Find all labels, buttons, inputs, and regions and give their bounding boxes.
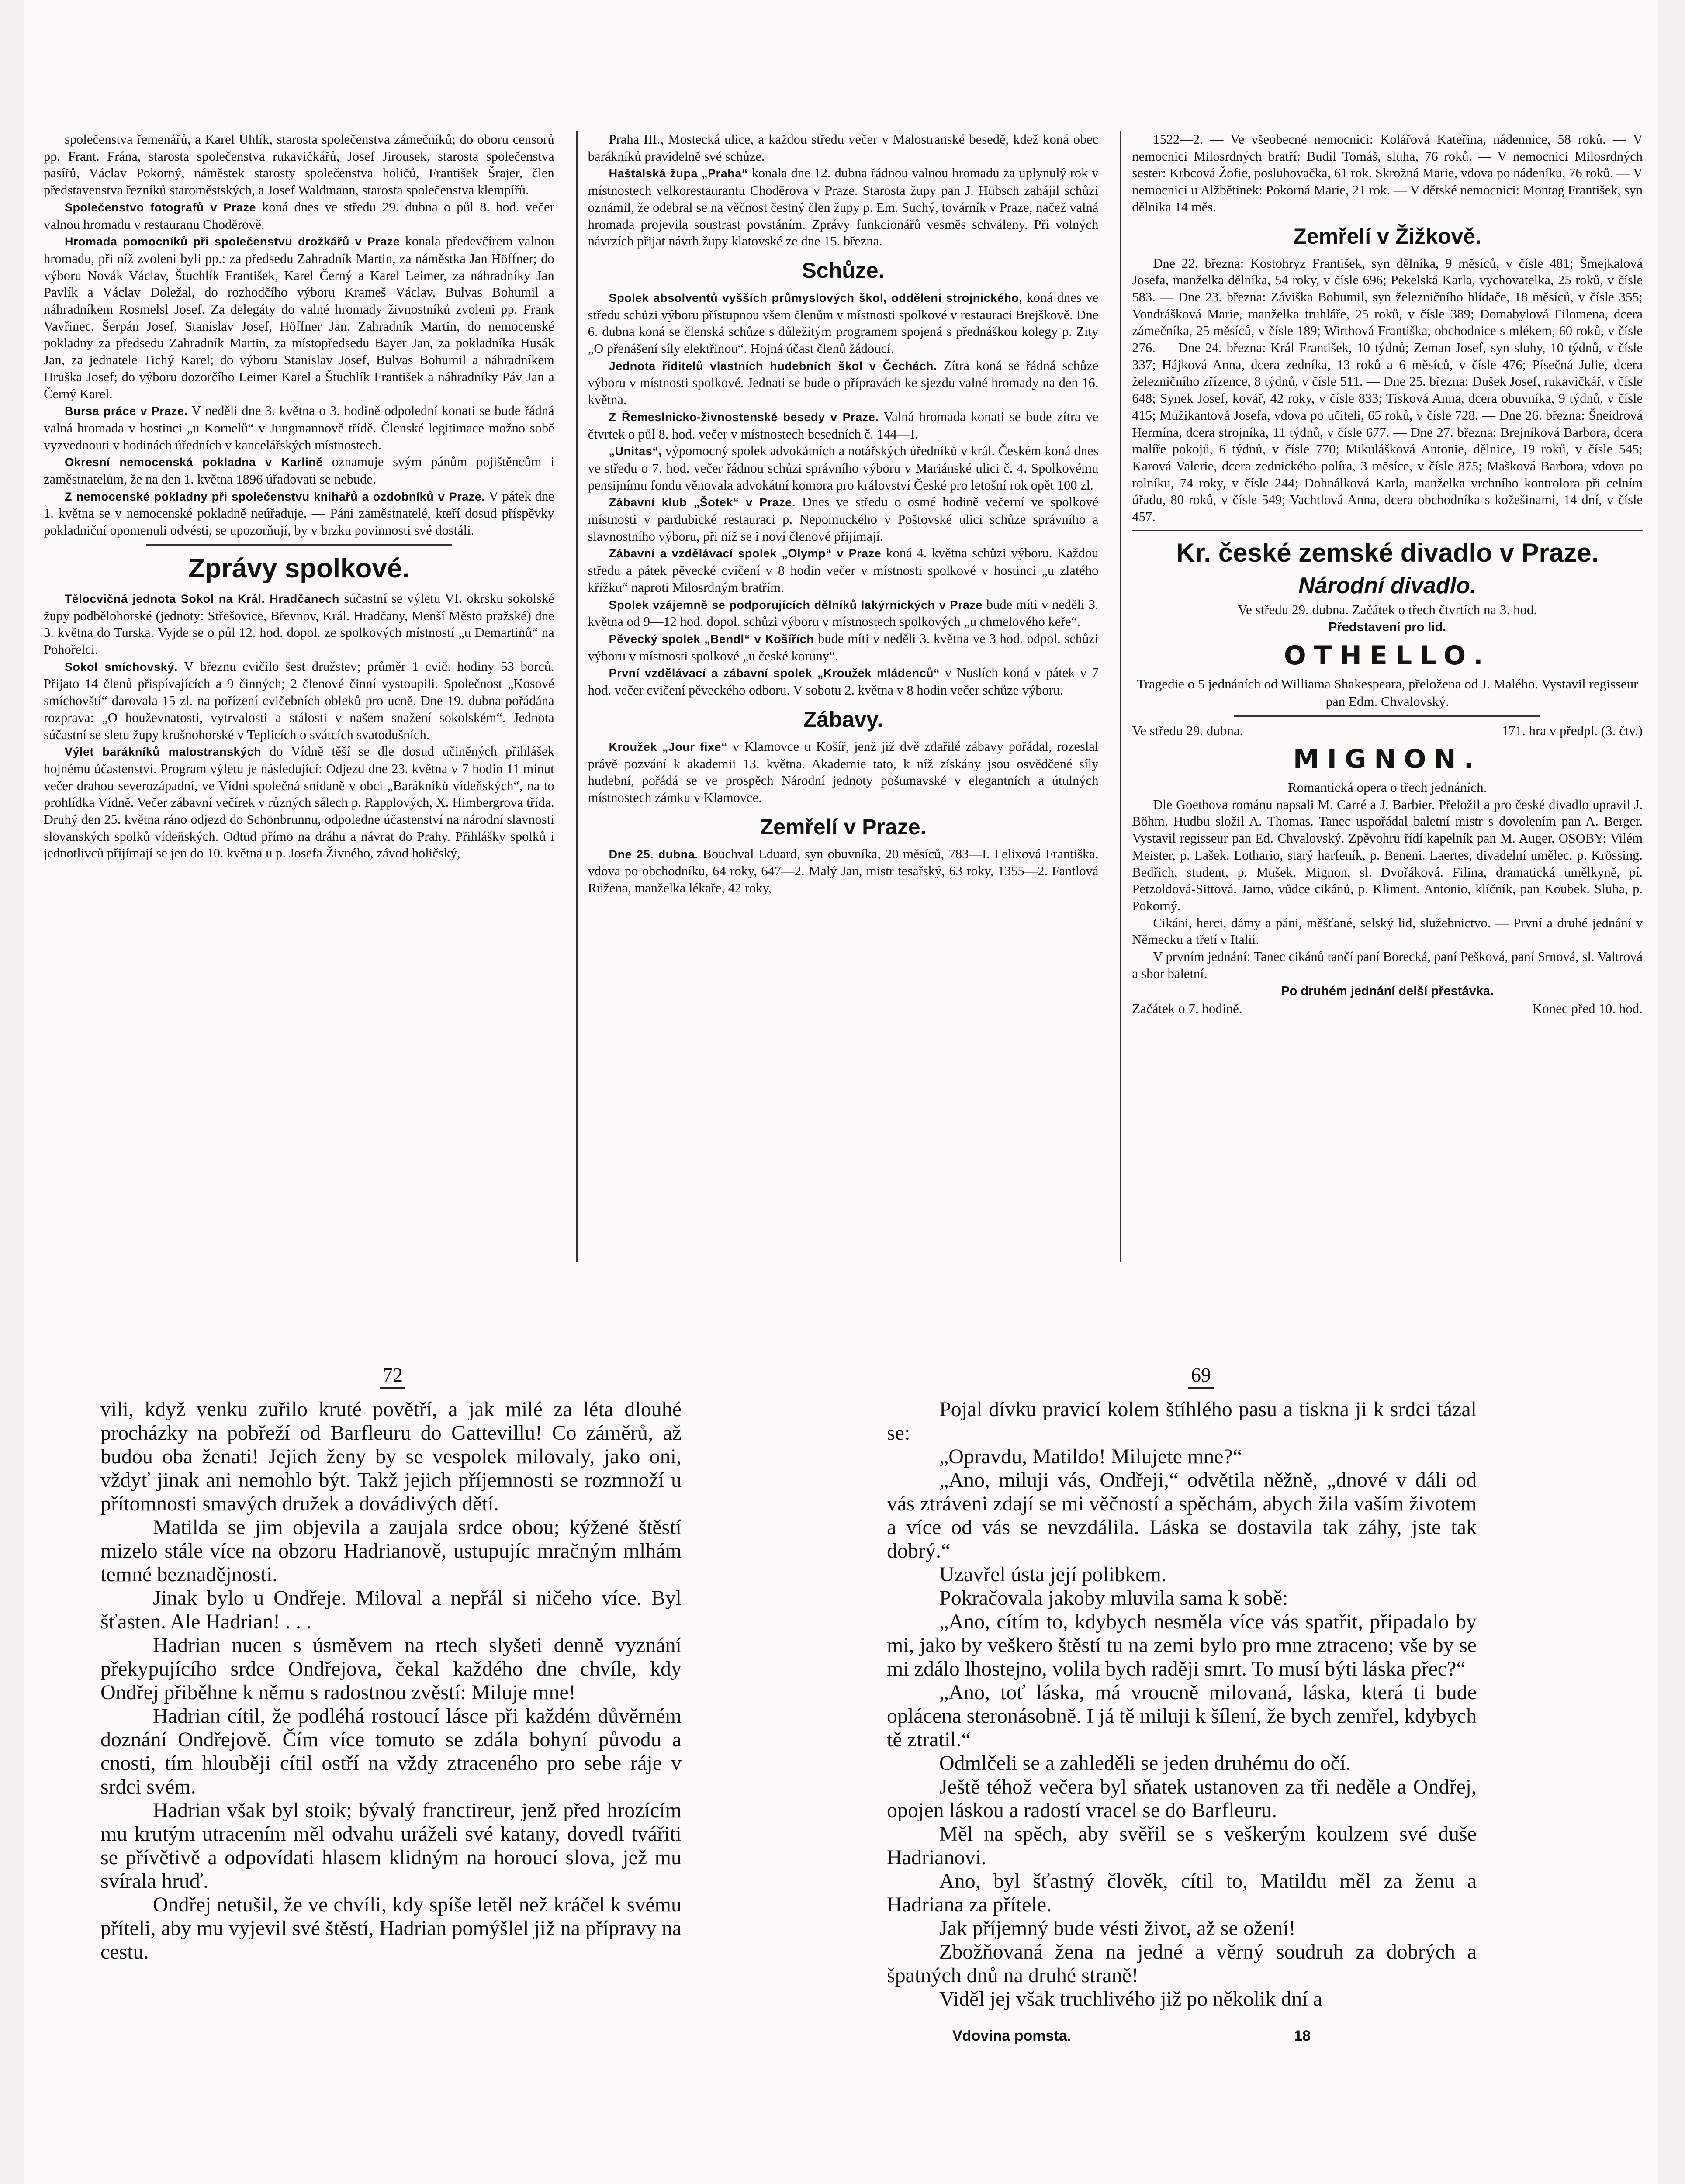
- news-item-heading: Společenstvo fotografů v Praze: [65, 200, 256, 214]
- book-paragraph: Měl na spěch, aby svěřil se s veškerým koulzem své duše Hadrianovi.: [887, 1822, 1477, 1869]
- book-paragraph: „Ano, miluji vás, Ondřeji,“ odvětila něžně, „dnové v dáli od vás ztráveni zdají se mi věčností a spěchám, abych žila vaším životem a více od vás se nevzdálila. Láska se dostavila tak záhy, jste tak dobrý.“: [887, 1469, 1477, 1562]
- news-item-text: koná dnes ve středu schůzi výboru přístupnou všem členům v místnosti spolkové v restauraci Brejškově. Dne 6. dubna koná se členská schůze s důležitým programem spojená s přednáškou kolegy p. Zity „O přenášení síly elektřinou“. Hojná účast členů žádoucí.: [588, 290, 1099, 356]
- news-item: [1132, 131, 1643, 216]
- news-item-text: Bouchval Eduard, syn obuvníka, 20 měsíců, 783—I. Felixová Františka, vdova po obchodníku, 64 roky, 647—2. Malý Jan, mistr tesařský, 63 roky, 1355—2. Fantlová Růžena, manželka lékaře, 42 roky,: [588, 846, 1099, 896]
- news-item: [588, 131, 1099, 165]
- news-item: [588, 494, 1099, 545]
- news-item-text: konala předevčírem valnou hromadu, při níž zvoleni byli pp.: za předsedu Zahradník Martin, za náměstka Jan Höffner; do výboru Novák Václav, Štuchlík František, Karel Černý a Karel Leimer, za náhradníky Jan Pavlík a Václav Doležal, do rozhodčího výboru Krameš Václav, Bulvas Bohumil a náhradníkem Rosmelsl Josef. Za delegáty do valné hromady živnostníků zvoleni pp. Frank Vavřinec, Šerpán Josef, Stanislav Josef, Höffner Jan, Zahradník Martin, do nemocenské pokladny za předsedu Zahradník Martin, za místopředsedu Bayer Jan, za pokladníka Husák Jan, za jednatele Tichý Karel; do výboru Stanislav Josef, Bulvas Bohumil a náhradníkem Hruška Josef; do výboru dozorčího Leimer Karel a Štuchlík František a náhradníky Páv Jan a Černý Karel.: [44, 234, 554, 401]
- book-paragraph: Ondřej netušil, že ve chvíli, kdy spíše letěl než kráčel k svému příteli, aby mu vyjevil své štěstí, Hadrian pomýšlel již na přípravy na cestu.: [100, 1893, 682, 1963]
- news-column-2: [576, 131, 1099, 1262]
- news-item-text: v Klamovce u Košíř, jenž již dvě zdařilé zábavy pořádal, rozeslal právě pozvání k akademii 13. května. Akademie tato, k níž získány jsou osvědčené síly hudební, pořádá se ve prospěch Národní jednoty pošumavské v elegantních a útulných místnostech zámku v Klamovce.: [588, 739, 1099, 805]
- theatre-date: Ve středu 29. dubna. Začátek o třech čtvrtích na 3. hod.: [1238, 601, 1537, 617]
- times-row: [1132, 1000, 1643, 1017]
- book-paragraph: Uzavřel ústa její polibkem.: [939, 1563, 1166, 1586]
- book-paragraph: Ano, byl šťastný člověk, cítil to, Matildu měl za ženu a Hadriana za přítele.: [887, 1870, 1477, 1916]
- play-title-mignon: MIGNON.: [1293, 743, 1482, 774]
- performance-row: [1132, 722, 1643, 740]
- book-paragraph: vili, když venku zuřilo kruté povětří, a jak milé za léta dlouhé procházky na pobřeží od Barfleuru do Gattevillu! Co záměrů, až budou oba ženati! Jejich ženy by se vespolek milovaly, jako oni, vždyť jinak ani nemohlo být. Takž jejich příjemnosti se rozmnoží u přítomnosti smavých družek a dovádivých dětí.: [100, 1398, 682, 1515]
- news-item-heading: Dne 25. dubna.: [609, 847, 699, 861]
- news-item-heading: „Unitas“,: [609, 445, 662, 458]
- news-item-text: Praha III., Mostecká ulice, a každou středu večer v Malostranské besedě, kdež koná obec barákníků pravidelně své schůze.: [588, 132, 1099, 164]
- book-page-right: [887, 1398, 1477, 2048]
- newspaper-section: [44, 131, 1643, 1262]
- book-paragraph: Hadrian cítil, že podléhá rostoucí lásce při každém důvěrném doznání Ondřejově. Čím více tomuto se zdála bohyní původu a cnosti, tím hlouběji cítil ostří na vždy ztraceného pro sebe ráje v srdci svém.: [100, 1704, 682, 1798]
- news-item-heading: Tělocvičná jednota Sokol na Král. Hradčanech: [65, 592, 339, 605]
- divider: [1132, 530, 1643, 531]
- news-item-text: společenstva řemenářů, a Karel Uhlík, starosta společenstva zámečníků; do oboru censorů pp. Frant. Frána, starosta společenstva rukavičkářů, Josef Jirousek, starosta společenstva pasířů, Václav Pokorný, náměstek starosty společenstva holičů, František Šrajer, člen představenstva řezníků staroměstských, a Josef Waldmann, starosta společenstva klempířů.: [44, 132, 554, 198]
- footer-sheet-number: 18: [1294, 2028, 1311, 2044]
- news-item-heading: Pěvecký spolek „Bendl“ v Košířích: [609, 632, 814, 646]
- news-item-text: Dnes ve středu o osmé hodině večerní ve spolkové místnosti v pardubické restauraci p. Nepomuckého v Poštovské ulici schůze správního a slavnostního výboru, při níž se i noví členové přijímají.: [588, 494, 1099, 544]
- news-item-text: koná 4. května schůzi výboru. Každou středu a pátek pěvecké cvičení v 8 hodin večer v místnosti spolkové v hostinci „u zlatého křížku“ naproti Milosrdným bratřím.: [588, 546, 1099, 595]
- news-item: [44, 453, 554, 487]
- book-paragraph: Pojal dívku pravicí kolem štíhlého pasu a tiskna ji k srdci tázal se:: [887, 1398, 1477, 1444]
- news-item: [44, 658, 554, 743]
- news-item-heading: První vzdělávací a zábavní spolek „Kroužek mládenců“: [609, 667, 940, 680]
- news-item-text: súčastní se výletu VI. okrsku sokolské župy podbělohorské (jednoty: Střešovice, Břevnov, Král. Hradčany, Menší Město pražské) dne 3. května do Turska. Vyjde se o půl 12. hod. dopol. ze spolkových místností „u Demartinů“ na Pohořelci.: [44, 591, 554, 657]
- news-item-heading: Výlet barákníků malostranských: [65, 745, 262, 759]
- news-item: [44, 402, 554, 453]
- news-item: [44, 590, 554, 658]
- news-item: [588, 289, 1099, 357]
- theatre-performance-type: Představení pro lid.: [1329, 620, 1446, 634]
- book-paragraph: Ještě téhož večera byl sňatek ustanoven za tři neděle a Ondřej, opojen láskou a radostí vracel se do Barfleuru.: [887, 1775, 1477, 1822]
- news-column-1: [44, 131, 554, 1262]
- news-item: [44, 743, 554, 862]
- news-item-heading: Z Řemeslnicko-živnostenské besedy v Praze.: [609, 410, 879, 424]
- news-column-3: [1120, 131, 1643, 1262]
- section-heading: Zábavy.: [803, 707, 883, 732]
- news-item: [588, 408, 1099, 442]
- news-item: [588, 596, 1099, 630]
- section-heading: Zprávy spolkové.: [188, 553, 410, 584]
- book-footer: [887, 2024, 1477, 2048]
- news-item-heading: Zábavní klub „Šotek“ v Praze.: [609, 496, 796, 509]
- page-number-left: 72: [380, 1363, 405, 1389]
- news-item: [44, 233, 554, 402]
- news-item: [588, 165, 1099, 250]
- book-paragraph: Pokračovala jakoby mluvila sama k sobě:: [939, 1586, 1288, 1610]
- page-number-right: 69: [1188, 1363, 1214, 1389]
- news-item-heading: Haštalská župa „Praha“: [609, 167, 748, 180]
- news-item: [588, 630, 1099, 664]
- divider: [146, 544, 452, 546]
- news-item-text: V neděli dne 3. května o 3. hodině odpolední konati se bude řádná valná hromada v hostinci „u Kornelů“ v Jungmannově třídě. Členské legitimace možno sobě vyzvednouti v hodinách úředních v kancelářských místnostech.: [44, 403, 554, 453]
- book-paragraph: „Ano, cítím to, kdybych nesměla více vás spatřit, připadalo by mi, jako by veškero štěstí tu na zemi bylo pro mne ztraceno; vše by se mi zdálo lhostejno, volila bych raději smrt. To musí býti láska přec?“: [887, 1610, 1477, 1680]
- news-item: [588, 357, 1099, 408]
- section-heading: Zemřelí v Praze.: [760, 814, 927, 839]
- end-time: Konec před 10. hod.: [1532, 1000, 1643, 1016]
- news-item-heading: Sokol smíchovský.: [65, 660, 178, 674]
- news-item: [588, 846, 1099, 897]
- footer-title: Vdovina pomsta.: [952, 2028, 1072, 2044]
- book-page-left: [100, 1398, 682, 1964]
- book-paragraph: „Ano, toť láska, má vroucně milovaná, láska, která ti bude oplácena steronásobně. I já tě miluji k šílení, že bych zemřel, kdybych tě ztratil.“: [887, 1681, 1477, 1751]
- news-item-text: bude míti v neděli 3. května ve 3 hod. odpol. schůzi výboru v místnosti spolkové „u české koruny“.: [588, 631, 1099, 663]
- news-item-text: výpomocný spolek advokátních a notářských úředníků v král. Českém koná dnes ve středu o 7. hod. večer řádnou schůzi správního výboru v Mariánské ulici č. 4. Spolkovému pensijnímu fondu věnovala advokátní komora pro království České pro letošní rok opět 100 zl.: [588, 443, 1099, 493]
- news-item-text: konala dne 12. dubna řádnou valnou hromadu za uplynulý rok v místnostech velkorestaurantu Choděrova v Praze. Starosta župy pan J. Hübsch zahájil schůzi oznámil, že odebral se na věčnost čestný člen župy p. Em. Suchý, továrník v Praze, načež valná hromada projevila soustrast povstáním. Zprávy funkcionářů vesměs schváleny. Při volných návrzích přijat návrh župy klatovské ze dne 15. března.: [588, 166, 1099, 249]
- book-paragraph: Odmlčeli se a zahleděli se jeden druhému do očí.: [939, 1752, 1351, 1775]
- news-item-text: v Nuslích koná v pátek v 7 hod. večer cvičení pěveckého odboru. V sobotu 2. května v 8 hodin večer schůze výboru.: [588, 665, 1099, 698]
- news-item: [1132, 255, 1643, 525]
- news-item-heading: Jednota řiditelů vlastních hudebních škol v Čechách.: [609, 359, 937, 373]
- opera-credits: Dle Goethova románu napsali M. Carré a J. Barbier. Přeložil a pro české divadlo upravil J. Böhm. Hudbu složil A. Thomas. Tanec uspořádal baletní mistr s dovolením pan A. Berger. Vystavil regisseur pan Ed. Chvalovský. Zpěvohru řídí kapelník pan M. Auger. OSOBY: Vilém Meister, p. Lašek. Lothario, starý harfeník, p. Beneni. Laertes, divadelní umělec, p. Krössing. Bedřich, student, p. Mušek. Mignon, sl. Dvořáková. Filina, dramatická umělkyně, pí. Petzoldová-Sittová. Jarno, vůdce cikánů, p. Kliment. Antonio, klíčník, pan Koubek. Sluha, p. Pokorný.: [1132, 797, 1643, 913]
- news-item-text: Zítra koná se řádná schůze výboru v místnosti spolkové. Jednati se bude o přípravách ke sjezdu valné hromady na den 16. května.: [588, 358, 1099, 408]
- news-item-heading: Okresní nemocenská pokladna v Karlině: [65, 456, 323, 469]
- news-item: [588, 664, 1099, 698]
- theatre-announcement: [1132, 536, 1643, 1017]
- opera-setting: Cikáni, herci, dámy a páni, měšťané, selský lid, služebnictvo. — První a druhé jednání v Německu a třetí v Italii.: [1132, 915, 1643, 947]
- book-paragraph: Matilda se jim objevila a zaujala srdce obou; kýžené štěstí mizelo stále více na obzoru Hadrianově, ustupujíc mračným mlhám temné beznadějnosti.: [100, 1516, 682, 1586]
- news-item-text: bude míti v neděli 3. května od 9—12 hod. dopol. schůzi výboru v místnostech spolkových „u chmelového keře“.: [588, 597, 1099, 629]
- news-item-text: oznamuje svým pánům pojištěncům i zaměstnatelům, že na den 1. května 1896 úřadovati se nebude.: [44, 454, 554, 487]
- news-item-text: 1522—2. — Ve všeobecné nemocnici: Kolářová Kateřina, nádennice, 58 roků. — V nemocnici Milosrdných bratří: Budil Tomáš, sluha, 76 roků. — V nemocnici Milosrdných sester: Krbcová Žofie, posluhovačka, 61 rok. Skrožná Marie, vdova po nádeníku, 76 roků. — V nemocnici u Alžbětinek: Pokorná Marie, 21 rok. — V dětské nemocnici: Montag František, syn dělnika 14 měs.: [1132, 132, 1643, 214]
- performance-number: 171. hra v předpl. (3. čtv.): [1502, 722, 1643, 738]
- book-paragraph: Zbožňovaná žena na jedné a věrný soudruh za dobrých a špatných dnů na druhé straně!: [887, 1940, 1477, 1987]
- news-item-heading: Bursa práce v Praze.: [65, 404, 188, 418]
- news-item: [44, 488, 554, 539]
- opera-genre: Romantická opera o třech jednáních.: [1288, 779, 1487, 795]
- news-item-text: koná dnes ve středu 29. dubna o půl 8. hod. večer valnou hromadu v restauranu Choděrově.: [44, 199, 554, 232]
- book-paragraph: Hadrian však byl stoik; bývalý franctireur, jenž před hrozícím mu krutým utracením měl odvahu uráželi své katany, dovedl tvářiti se přívětivě a odpovídati hlasem klidným na horoucí slova, jež mu svírala hruď.: [100, 1799, 682, 1893]
- section-heading: Schůze.: [802, 258, 885, 283]
- news-item-text: Valná hromada konati se bude zítra ve čtvrtek o půl 8. hod. večer v místnostech besedních č. 144—I.: [588, 409, 1099, 442]
- news-item-text: Dne 22. března: Kostohryz František, syn dělníka, 9 měsíců, v čísle 481; Šmejkalová Josefa, manželka dělníka, 54 roky, v čísle 696; Pekelská Karla, vychovatelka, 25 roků, v čísle 583. — Dne 23. března: Záviška Bohumil, syn železničního hlídače, 18 měsíců, v čísle 355; Vondrášková Marie, manželka truhláře, 25 roků, v čísle 389; Domabylová Filomena, dcera zámečníka, 25 měsíců, v čísle 189; Wirthová Františka, obchodnice s mlékem, 60 roků, v čísle 276. — Dne 24. března: Král František, 10 týdnů; Zeman Josef, syn sluhy, 10 týdnů, v čísle 337; Hájková Anna, dcera zedníka, 13 roků a 6 měsíců, v čísle 476; Písečná Julie, dcera železničního zřízence, 8 týdnů, v čísle 511. — Dne 25. března: Dušek Josef, rukavičkář, v čísle 648; Synek Josef, kovář, 42 roky, v čísle 833; Tisková Anna, dcera obuvníka, 9 týdnů, v čísle 415; Mužikantová Josefa, vdova po učiteli, 65 roků, v čísle 728. — Dne 26. března: Šneidrová Hermína, dcera strojníka, 11 týdnů, v čísle 677. — Dne 27. března: Brejníková Barbora, dcera malíře pokojů, 6 týdnů, v čísle 770; Mikulášková Antonie, dělnice, 19 roků, v čísle 545; Karová Valerie, dcera zednického políra, 3 měsíce, v čísle 875; Mašková Barbora, vdova po rolníku, 74 roky, v čísle 244; Dohnálková Karla, manželka vrchního kontrolora při celním úřadu, 80 roků, v čísle 549; Vachtlová Anna, dcera obchodníka s kožešinami, 14 dní, v čísle 457.: [1132, 256, 1643, 525]
- news-item: [588, 738, 1099, 806]
- performance-date: Ve středu 29. dubna.: [1132, 722, 1243, 738]
- book-paragraph: Viděl jej však truchlivého již po několik dní a: [939, 1987, 1322, 2011]
- news-item-heading: Zábavní a vzdělávací spolek „Olymp“ v Praze: [609, 547, 882, 560]
- news-item-heading: Spolek vzájemně se podporujících dělníků lakýrnických v Praze: [609, 598, 983, 612]
- section-heading: Zemřelí v Žižkově.: [1293, 224, 1482, 249]
- news-item-heading: Kroužek „Jour fixe“: [609, 740, 728, 753]
- book-paragraph: Hadrian nucen s úsměvem na rtech slyšeti denně vyznání překypujícího srdce Ondřejova, čekal každého dne chvíle, kdy Ondřej přiběhne k němu s radostnou zvěstí: Miluje mne!: [100, 1634, 682, 1704]
- book-paragraph: „Opravdu, Matildo! Milujete mne?“: [939, 1445, 1242, 1468]
- play-title-othello: OTHELLO.: [1284, 640, 1491, 671]
- death-notices: [1132, 131, 1643, 525]
- book-paragraph: Jinak bylo u Ondřeje. Miloval a nepřál si ničeho více. Byl šťasten. Ale Hadrian! . . .: [100, 1586, 682, 1633]
- news-item-text: V březnu cvičilo šest družstev; průměr 1 cvič. hodiny 53 borců. Přijato 14 členů přispívajících a 9 činných; 2 členové činní vystoupili. Společnost „Kosové smíchovští“ darovala 15 zl. na pořízení cvičebních obleků pro ucně. Dne 19. dubna pořádána rozprava: „O houževnatosti, vytrvalosti a stálosti v našem snažení sokolském“. Jednota súčastní se sletu župy krušnohorské v Teplicích o svátcích svatodušních.: [44, 659, 554, 742]
- news-item-heading: Z nemocenské pokladny při společenstvu knihařů a ozdobníků v Praze.: [65, 490, 485, 503]
- start-time: Začátek o 7. hodině.: [1132, 1000, 1242, 1016]
- news-item-heading: Spolek absolventů vyšších průmyslových škol, oddělení strojnického,: [609, 291, 1023, 304]
- divider: [1234, 715, 1540, 717]
- news-item: [588, 442, 1099, 494]
- opera-dance: V prvním jednání: Tanec cikánů tančí paní Borecká, paní Pešková, paní Srnová, sl. Valtrová a sbor baletní.: [1132, 949, 1643, 981]
- news-item-text: do Vídně těší se dle dosud učiněných přihlášek hojnému účastenství. Program výletu je následující: Odjezd dne 23. května v 7 hodin 11 minut večer drahou severozápadní, ve Vídni společná snídaně v obci „Barákníků vídeňských“, na to prohlídka Vídně. Večer zábavní večírek v různých sálech p. Rapplových, X. Himbergrova třída. Druhý den 25. května ráno odjezd do Schönbrunnu, odpoledne účastenství na národní slavnosti slovanských spolků vídeňských. Odtud přímo na dráhu a návrat do Prahy. Přihlášky spolků i jednotlivců přijímají se jen do 10. května u p. Josefa Živného, závod holičský,: [44, 744, 554, 861]
- news-item-heading: Hromada pomocníků při společenstvu drožkářů v Praze: [65, 235, 400, 249]
- intermission-note: Po druhém jednání delší přestávka.: [1281, 984, 1494, 998]
- theatre-subtitle: Národní divadlo.: [1298, 573, 1477, 598]
- theatre-title: Kr. české zemské divadlo v Praze.: [1176, 538, 1599, 567]
- news-item: [44, 131, 554, 199]
- news-item: [44, 199, 554, 233]
- news-item: [588, 545, 1099, 596]
- news-item-text: V pátek dne 1. května se v nemocenské pokladně neúřaduje. — Páni zaměstnatelé, kteří dosud příspěvky pokladniční opomenuli odvésti, se upozorňují, by v brzku povinnosti své dostáli.: [44, 488, 554, 538]
- book-paragraph: Jak příjemný bude vésti život, až se ožení!: [939, 1917, 1296, 1940]
- play-description: Tragedie o 5 jednáních od Williama Shakespeara, přeložena od J. Malého. Vystavil regisseur pan Edm. Chvalovský.: [1136, 676, 1638, 709]
